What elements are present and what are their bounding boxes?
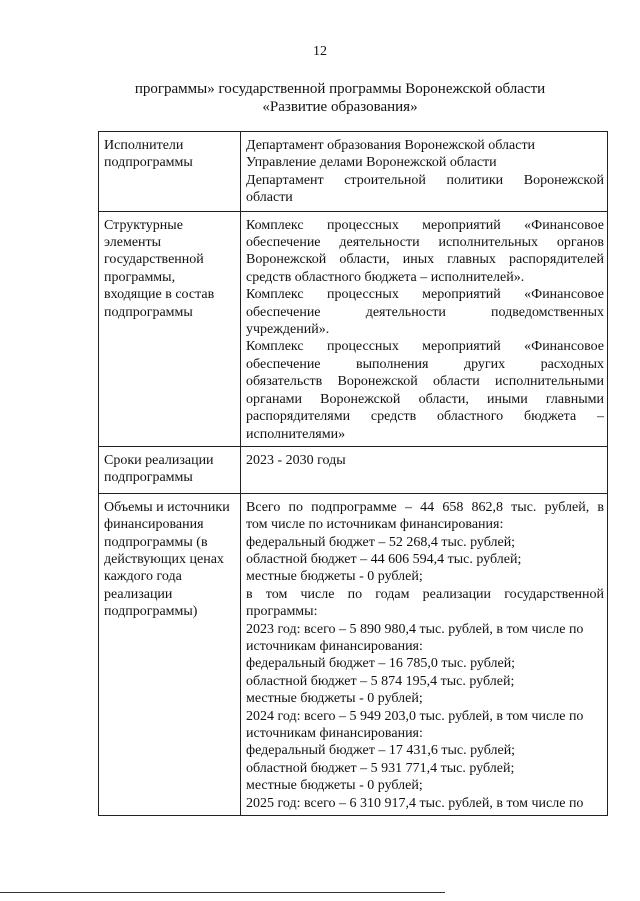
value-line: источникам финансирования: [246, 726, 423, 741]
value-structural-elements [241, 211, 608, 446]
value-line: обеспечение выполнения других расходных [246, 356, 604, 372]
page-bottom-rule [0, 892, 445, 893]
value-line: областной бюджет – 5 931 771,4 тыс. рублей; [246, 760, 515, 776]
value-line: местные бюджеты - 0 рублей; [246, 691, 423, 707]
label-funding [99, 493, 241, 815]
value-line: областной бюджет – 44 606 594,4 тыс. рублей; [246, 551, 522, 567]
value-line: обеспечение деятельности исполнительных органов [246, 235, 604, 251]
value-line: федеральный бюджет – 17 431,6 тыс. рублей; [246, 743, 516, 759]
value-line: программы: [246, 604, 318, 620]
value-line: 2023 год: всего – 5 890 980,4 тыс. рублей, в том числе по [246, 621, 584, 637]
value-line: в том числе по годам реализации государственной [246, 586, 604, 602]
value-line: Комплекс процессных мероприятий «Финансовое [246, 287, 604, 303]
value-executors [241, 132, 608, 212]
label-line: элементы [104, 235, 162, 251]
subprogram-passport-table [98, 131, 608, 816]
label-line: государственной [104, 252, 204, 268]
value-line: распорядителями средств областного бюджета – [246, 409, 604, 425]
value-line: 2024 год: всего – 5 949 203,0 тыс. рублей, в том числе по [246, 708, 584, 724]
value-line: области [246, 190, 293, 206]
value-line: Управление делами Воронежской области [246, 155, 497, 171]
label-line: каждого года [104, 569, 182, 585]
value-line: учреждений». [246, 322, 330, 338]
label-line: Исполнители [104, 138, 184, 153]
label-executors [99, 132, 241, 212]
label-line: подпрограммы [104, 470, 193, 486]
value-line: органами Воронежской области, иными главными [246, 391, 604, 407]
value-line: областной бюджет – 5 874 195,4 тыс. рублей; [246, 673, 515, 689]
row-implementation-period [99, 446, 608, 493]
value-line: 2023 - 2030 годы [246, 452, 346, 468]
value-line: исполнителями» [246, 426, 346, 442]
value-implementation-period [241, 446, 608, 493]
value-line: Всего по подпрограмме – 44 658 862,8 тыс. рублей, в [246, 499, 604, 515]
value-line: Воронежской области, иных главных распорядителей [246, 252, 604, 268]
value-line: том числе по источникам финансирования: [246, 517, 504, 533]
label-line: финансирования [104, 517, 204, 533]
label-line: подпрограммы [104, 155, 193, 171]
value-line: федеральный бюджет – 52 268,4 тыс. рублей; [246, 534, 516, 550]
value-line: Комплекс процессных мероприятий «Финансовое [246, 217, 604, 233]
label-line: подпрограммы) [104, 604, 198, 620]
value-line: 2025 год: всего – 6 310 917,4 тыс. рублей, в том числе по [246, 795, 584, 811]
value-line: местные бюджеты - 0 рублей; [246, 778, 423, 794]
subprogram-heading [60, 80, 620, 116]
label-line: действующих ценах [104, 551, 224, 567]
label-structural-elements [99, 211, 241, 446]
row-structural-elements [99, 211, 608, 446]
label-line: подпрограммы (в [104, 534, 208, 550]
value-line: источникам финансирования: [246, 638, 423, 654]
heading-line-1: программы» государственной программы Воронежской области [134, 81, 546, 97]
value-line: обязательств Воронежской области исполнительными [246, 374, 604, 390]
value-line: Комплекс процессных мероприятий «Финансовое [246, 339, 604, 355]
value-line: средств областного бюджета – исполнителей». [246, 269, 525, 285]
value-funding [241, 493, 608, 815]
page-number: 12 [313, 44, 327, 59]
label-implementation-period [99, 446, 241, 493]
value-line: обеспечение деятельности подведомственных [246, 304, 604, 320]
row-executors [99, 132, 608, 212]
value-line: федеральный бюджет – 16 785,0 тыс. рублей; [246, 656, 516, 672]
value-line: местные бюджеты - 0 рублей; [246, 569, 423, 585]
label-line: реализации [104, 586, 173, 602]
value-line: Департамент образования Воронежской области [246, 138, 536, 153]
label-line: Объемы и источники [104, 499, 230, 515]
heading-line-2: «Развитие образования» [262, 99, 418, 115]
value-line: Департамент строительной политики Воронежской [246, 172, 604, 188]
label-line: Сроки реализации [104, 452, 214, 468]
label-line: подпрограммы [104, 304, 193, 320]
label-line: входящие в состав [104, 287, 215, 303]
label-line: Структурные [104, 217, 183, 233]
row-funding [99, 493, 608, 815]
label-line: программы, [104, 269, 176, 285]
